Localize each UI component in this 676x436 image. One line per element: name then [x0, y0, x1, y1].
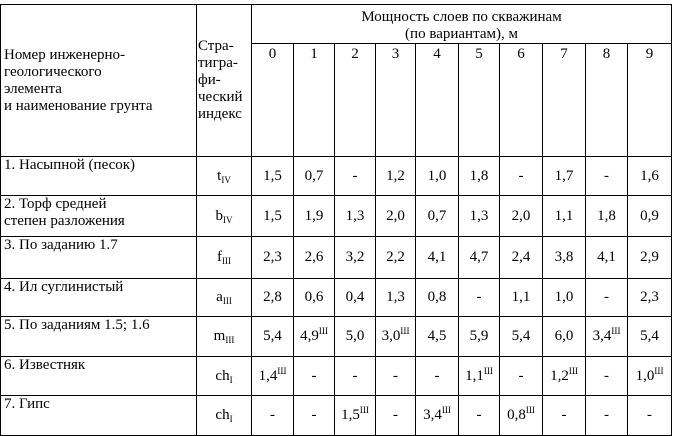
- superscript-mark: Ш: [277, 365, 287, 376]
- header-row-group: [1, 5, 672, 44]
- thickness-cell: 1,1: [543, 196, 586, 237]
- thickness-cell: [543, 357, 586, 396]
- thickness-value: 1,5: [341, 407, 360, 423]
- thickness-value: 1,2: [550, 367, 569, 384]
- thickness-value: 1,0: [635, 367, 655, 384]
- header-variant-4: 4: [416, 44, 459, 157]
- index-main: ch: [215, 407, 230, 423]
- thickness-cell: 1,3: [335, 196, 376, 237]
- thickness-cell: 4,1: [416, 237, 459, 279]
- thickness-cell: 0,7: [416, 196, 459, 237]
- table-row: [1, 317, 672, 357]
- header-variant-3: 3: [376, 44, 416, 157]
- thickness-value: 3,0: [381, 328, 401, 344]
- thickness-cell: 6,0: [543, 317, 586, 357]
- thickness-cell: -: [376, 357, 416, 396]
- thickness-cell: 1,7: [543, 157, 586, 196]
- index-main: t: [217, 167, 222, 184]
- thickness-cell: 0,8: [416, 279, 459, 317]
- thickness-cell: 4,5: [416, 317, 459, 357]
- superscript-mark: Ш: [441, 405, 451, 415]
- thickness-cell: 5,4: [500, 317, 543, 357]
- index-subscript: III: [222, 256, 231, 266]
- header-variant-0: 0: [252, 44, 294, 157]
- thickness-cell: 3,2: [335, 237, 376, 279]
- thickness-cell: -: [294, 396, 335, 436]
- thickness-cell: 1,3: [376, 279, 416, 317]
- stratigraphic-index-cell: [197, 237, 252, 279]
- index-main: ch: [215, 367, 230, 384]
- thickness-cell: 5,0: [335, 317, 376, 357]
- thickness-cell: [416, 396, 459, 436]
- thickness-cell: 1,0: [416, 157, 459, 196]
- thickness-cell: 1,0: [543, 279, 586, 317]
- thickness-cell: -: [294, 357, 335, 396]
- header-variant-9: 9: [628, 44, 672, 157]
- stratigraphic-index-cell: [197, 196, 252, 237]
- soil-name-cell: 3. По заданию 1.7: [1, 237, 197, 279]
- thickness-value: 3,4: [592, 328, 612, 344]
- index-main: m: [213, 328, 226, 344]
- header-variant-2: 2: [335, 44, 376, 157]
- thickness-cell: -: [459, 396, 500, 436]
- thickness-cell: 5,4: [252, 317, 294, 357]
- table-row: [1, 237, 672, 279]
- soil-layers-table: [0, 4, 672, 436]
- index-subscript: IV: [223, 214, 233, 225]
- thickness-cell: -: [500, 357, 543, 396]
- thickness-cell: 2,0: [376, 196, 416, 237]
- thickness-cell: [500, 396, 543, 436]
- index-subscript: III: [225, 335, 235, 345]
- thickness-cell: 1,8: [459, 157, 500, 196]
- superscript-mark: Ш: [611, 326, 621, 336]
- thickness-cell: 3,8: [543, 237, 586, 279]
- thickness-cell: [586, 317, 628, 357]
- thickness-cell: 4,1: [586, 237, 628, 279]
- table-row: [1, 196, 672, 237]
- thickness-cell: -: [586, 357, 628, 396]
- header-name-cell: Номер инженерно- геологического элемента и наименование грунта: [1, 5, 197, 157]
- superscript-mark: Ш: [525, 405, 535, 415]
- thickness-cell: 1,1: [500, 279, 543, 317]
- stratigraphic-index-cell: [197, 157, 252, 196]
- thickness-cell: 0,4: [335, 279, 376, 317]
- thickness-cell: 0,9: [628, 196, 672, 237]
- thickness-cell: -: [586, 396, 628, 436]
- stratigraphic-index-cell: [197, 279, 252, 317]
- header-variant-1: 1: [294, 44, 335, 157]
- header-group-line1: Мощность слоев по скважинам: [361, 9, 562, 25]
- stratigraphic-index-cell: [197, 396, 252, 436]
- thickness-cell: -: [252, 396, 294, 436]
- index-subscript: I: [229, 374, 233, 385]
- soil-name-cell: 2. Торф средней степен разложения: [1, 196, 197, 237]
- header-variant-5: 5: [459, 44, 500, 157]
- thickness-cell: [335, 396, 376, 436]
- thickness-cell: 5,9: [459, 317, 500, 357]
- stratigraphic-index-cell: [197, 357, 252, 396]
- soil-name-cell: 6. Известняк: [1, 357, 197, 396]
- thickness-cell: 4,7: [459, 237, 500, 279]
- superscript-mark: Ш: [400, 326, 410, 336]
- index-subscript: IV: [221, 174, 231, 185]
- thickness-value: 3,4: [423, 407, 442, 423]
- index-main: b: [215, 207, 223, 224]
- table-row: [1, 279, 672, 317]
- thickness-cell: [252, 357, 294, 396]
- thickness-cell: [294, 317, 335, 357]
- thickness-cell: -: [416, 357, 459, 396]
- header-variant-8: 8: [586, 44, 628, 157]
- thickness-cell: -: [586, 157, 628, 196]
- thickness-cell: -: [628, 396, 672, 436]
- thickness-cell: -: [335, 357, 376, 396]
- thickness-cell: 5,4: [628, 317, 672, 357]
- index-subscript: III: [222, 296, 232, 306]
- thickness-cell: 1,6: [628, 157, 672, 196]
- thickness-cell: -: [543, 396, 586, 436]
- thickness-cell: [376, 317, 416, 357]
- thickness-cell: -: [586, 279, 628, 317]
- thickness-cell: 2,6: [294, 237, 335, 279]
- thickness-cell: 1,5: [252, 157, 294, 196]
- table-row: [1, 157, 672, 196]
- thickness-value: 1,1: [465, 367, 484, 384]
- soil-name-cell: 1. Насыпной (песок): [1, 157, 197, 196]
- table-row: [1, 396, 672, 436]
- header-group-line2: (по вариантам), м: [405, 26, 518, 42]
- thickness-cell: 2,8: [252, 279, 294, 317]
- thickness-cell: 0,6: [294, 279, 335, 317]
- superscript-mark: Ш: [568, 365, 578, 376]
- header-thickness-group: [252, 5, 672, 44]
- soil-name-cell: 7. Гипс: [1, 396, 197, 436]
- header-index-cell: Стра- тигра- фи- ческий индекс: [197, 5, 252, 157]
- thickness-cell: 0,7: [294, 157, 335, 196]
- table-row: [1, 357, 672, 396]
- header-variant-7: 7: [543, 44, 586, 157]
- thickness-cell: 1,3: [459, 196, 500, 237]
- thickness-cell: 1,8: [586, 196, 628, 237]
- thickness-cell: [459, 357, 500, 396]
- thickness-cell: 1,9: [294, 196, 335, 237]
- index-main: f: [217, 249, 222, 265]
- soil-name-cell: 5. По заданиям 1.5; 1.6: [1, 317, 197, 357]
- thickness-cell: 2,4: [500, 237, 543, 279]
- index-main: a: [216, 289, 223, 305]
- thickness-cell: -: [376, 396, 416, 436]
- thickness-cell: [628, 357, 672, 396]
- header-variant-6: 6: [500, 44, 543, 157]
- thickness-value: 0,8: [507, 407, 526, 423]
- stratigraphic-index-cell: [197, 317, 252, 357]
- superscript-mark: Ш: [318, 326, 328, 336]
- thickness-cell: 1,5: [252, 196, 294, 237]
- thickness-value: 4,9: [300, 328, 319, 344]
- thickness-cell: 2,9: [628, 237, 672, 279]
- thickness-cell: 1,2: [376, 157, 416, 196]
- thickness-value: 1,4: [258, 367, 278, 384]
- soil-name-cell: 4. Ил суглинистый: [1, 279, 197, 317]
- thickness-cell: 2,3: [628, 279, 672, 317]
- thickness-cell: 2,2: [376, 237, 416, 279]
- index-subscript: I: [229, 414, 233, 424]
- superscript-mark: Ш: [483, 365, 493, 376]
- thickness-cell: -: [500, 157, 543, 196]
- thickness-cell: -: [335, 157, 376, 196]
- thickness-cell: 2,3: [252, 237, 294, 279]
- superscript-mark: Ш: [359, 405, 369, 415]
- thickness-cell: -: [459, 279, 500, 317]
- superscript-mark: Ш: [654, 365, 664, 376]
- thickness-cell: 2,0: [500, 196, 543, 237]
